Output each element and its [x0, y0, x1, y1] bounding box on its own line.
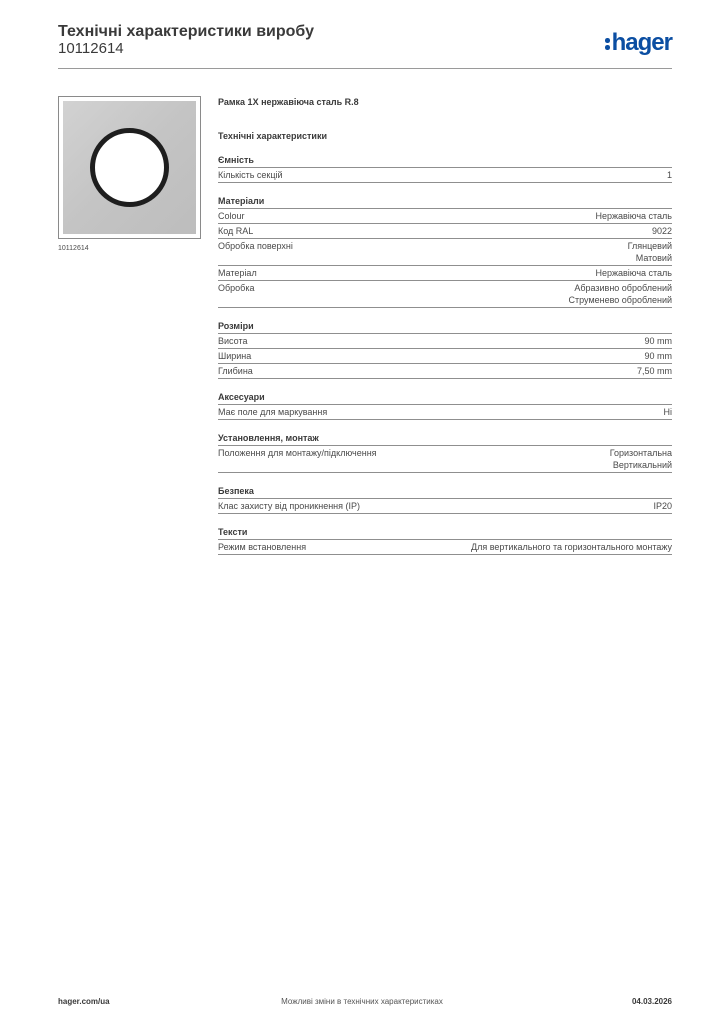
- header-divider: [58, 68, 672, 69]
- spec-value-line: Ні: [663, 407, 672, 417]
- spec-value: [628, 240, 672, 264]
- spec-value: [664, 406, 673, 418]
- spec-value-line: Струменево оброблений: [568, 295, 672, 305]
- spec-value-line: Нержавіюча сталь: [595, 268, 672, 278]
- spec-group: [218, 196, 672, 308]
- frame-opening: [90, 128, 169, 207]
- spec-value: [644, 350, 672, 362]
- footer-notice: Можливі зміни в технічних характеристиках: [281, 997, 443, 1006]
- document-title: Технічні характеристики виробу: [58, 23, 314, 40]
- spec-label: Colour: [218, 211, 245, 221]
- spec-groups: [218, 155, 672, 555]
- spec-value: [637, 365, 672, 377]
- spec-value: [595, 210, 672, 222]
- spec-row: [218, 333, 672, 348]
- spec-group: [218, 321, 672, 379]
- footer-date: 04.03.2026: [631, 997, 672, 1006]
- spec-value-line: Вертикальний: [612, 460, 672, 470]
- spec-label: Код RAL: [218, 226, 254, 236]
- spec-value: [667, 169, 672, 181]
- spec-row: [218, 498, 672, 514]
- spec-group-title: Аксесуари: [218, 392, 265, 402]
- spec-value-line: 90 mm: [644, 336, 672, 346]
- spec-value-line: Матовий: [635, 253, 672, 263]
- spec-value: [569, 282, 672, 306]
- spec-value-line: Нержавіюча сталь: [595, 211, 672, 221]
- spec-rows: [218, 539, 672, 555]
- spec-label: Обробка: [218, 283, 255, 293]
- spec-value-line: 1: [666, 170, 672, 180]
- spec-row: [218, 167, 672, 183]
- spec-group: [218, 433, 672, 473]
- product-name: Рамка 1X нержавіюча сталь R.8: [218, 97, 359, 107]
- spec-rows: [218, 445, 672, 473]
- spec-value-line: Глянцевий: [627, 241, 672, 251]
- spec-label: Клас захисту від проникнення (IP): [218, 501, 361, 511]
- spec-value-line: 9022: [651, 226, 672, 236]
- spec-row: [218, 539, 672, 555]
- spec-label: Положення для монтажу/підключення: [218, 448, 377, 458]
- spec-label: Режим встановлення: [218, 542, 307, 552]
- spec-group-title: Установлення, монтаж: [218, 433, 319, 443]
- spec-row: [218, 265, 672, 280]
- image-caption: 10112614: [58, 245, 89, 252]
- spec-row: [218, 348, 672, 363]
- spec-value: [644, 335, 672, 347]
- spec-row: [218, 238, 672, 265]
- product-code: 10112614: [58, 40, 124, 57]
- spec-content: [218, 96, 672, 555]
- spec-group: [218, 155, 672, 183]
- spec-value-line: Горизонтальна: [609, 448, 672, 458]
- spec-group: [218, 392, 672, 420]
- spec-label: Глибина: [218, 366, 253, 376]
- spec-label: Кількість секцій: [218, 170, 283, 180]
- frame-plate-icon: [63, 101, 196, 234]
- spec-row: [218, 404, 672, 420]
- spec-row: [218, 363, 672, 379]
- logo-dots-icon: [605, 37, 610, 51]
- spec-rows: [218, 498, 672, 514]
- spec-value: [652, 225, 672, 237]
- spec-group-title: Матеріали: [218, 196, 265, 206]
- spec-rows: [218, 404, 672, 420]
- spec-value-line: Для вертикального та горизонтального монтажу: [470, 542, 672, 552]
- spec-label: Висота: [218, 336, 248, 346]
- spec-value-line: 7,50 mm: [636, 366, 672, 376]
- spec-group-title: Безпека: [218, 486, 254, 496]
- spec-value: [653, 500, 672, 512]
- spec-label: Матеріал: [218, 268, 257, 278]
- spec-row: [218, 445, 672, 473]
- spec-value-line: IP20: [653, 501, 672, 511]
- spec-value: [471, 541, 672, 553]
- spec-group: [218, 486, 672, 514]
- spec-rows: [218, 167, 672, 183]
- spec-row: [218, 208, 672, 223]
- spec-label: Обробка поверхні: [218, 241, 293, 251]
- spec-label: Ширина: [218, 351, 252, 361]
- spec-rows: [218, 333, 672, 379]
- logo-text: hager: [611, 29, 672, 56]
- spec-group: [218, 527, 672, 555]
- spec-rows: [218, 208, 672, 308]
- spec-value: [595, 267, 672, 279]
- product-image: [58, 96, 201, 239]
- spec-label: Має поле для маркування: [218, 407, 328, 417]
- spec-value-line: Абразивно оброблений: [574, 283, 672, 293]
- spec-group-title: Розміри: [218, 321, 254, 331]
- spec-group-title: Ємність: [218, 155, 254, 165]
- spec-row: [218, 223, 672, 238]
- spec-value: [610, 447, 672, 471]
- spec-value-line: 90 mm: [644, 351, 672, 361]
- spec-group-title: Тексти: [218, 527, 248, 537]
- spec-row: [218, 280, 672, 308]
- hager-logo: [605, 30, 672, 56]
- footer-website[interactable]: hager.com/ua: [58, 997, 110, 1006]
- section-title: Технічні характеристики: [218, 131, 327, 141]
